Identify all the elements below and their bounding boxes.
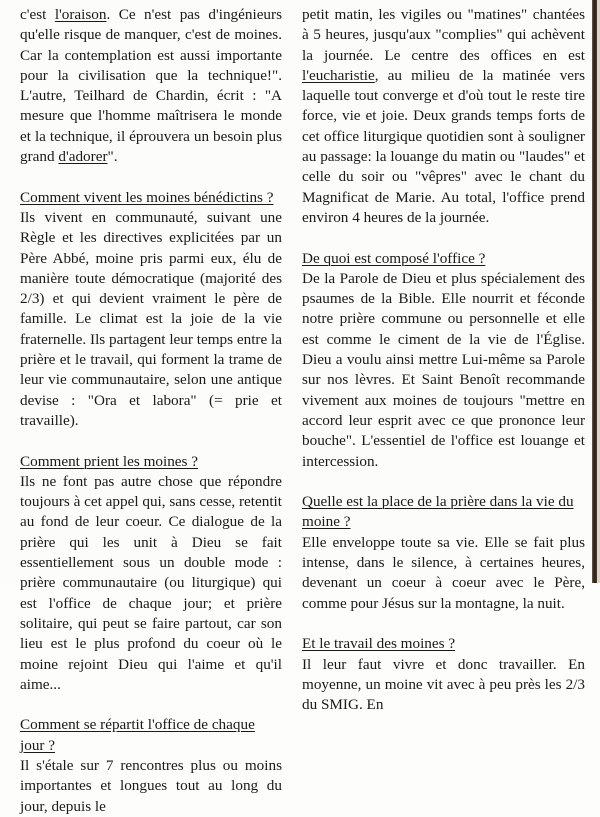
section-body: Ils ne font pas autre chose que répondre toujours à cet appel qui, sans cesse, retentit au fond de leur coeur. Ce dialogue de la prière qui les unit à Dieu se fait essentiellement sous un double mode : prière communautaire (ou liturgique) qui est l'office de chaque jour; et prière solitaire, qui peut se faire partout, car son lieu est le plus profond du coeur où le moine rejoint Dieu qui l'aime et qu'il aime... [20, 472, 282, 693]
section-composition-office [302, 249, 585, 472]
section-body: Il leur faut vivre et donc travailler. En moyenne, un moine vit avec à peu près les 2/3 du SMIG. En [302, 655, 585, 714]
underlined-term-oraison: l'oraison [54, 6, 107, 23]
section-heading: Comment prient les moines ? [20, 452, 199, 470]
underlined-term-eucharistie: l'eucharistie [302, 66, 375, 84]
section-heading: Quelle est la place de la prière dans la vie du moine ? [302, 493, 574, 531]
section-priere [20, 452, 282, 696]
section-heading: Comment vivent les moines bénédictins ? [20, 188, 274, 206]
underlined-term-adorer: d'adorer [58, 148, 108, 166]
section-office-quotidien [20, 715, 282, 816]
section-body: De la Parole de Dieu et plus spécialement des psaumes de la Bible. Elle nourrit et féconde notre prière commune ou personnelle et elle est comme le ciment de la vie de l'Église. Dieu a voulu ainsi mettre Lui-même sa Parole sur nos lèvres. Et Saint Benoît recommande vivement aux moines de toujours "mettre en accord leur esprit avec ce que prononce leur bouche". L'essentiel de l'office est louange et intercession. [302, 269, 585, 470]
section-heading: Et le travail des moines ? [302, 635, 456, 653]
section-body: Il s'étale sur 7 rencontres plus ou moins importantes et longues tout au long du jour, depuis le [20, 756, 282, 815]
continuation-paragraph: petit matin, les vigiles ou "matines" chantées à 5 heures, jusqu'aux "complies" qui achèvent la journée. Le centre des offices en est l'eucharistie, au milieu de la matinée vers laquelle tout converge et d'où tout le reste tire force, vie et joie. Deux grands temps forts de cet office liturgique quotidien sont à souligner au passage: la louange du matin ou "laudes" et celle du soir ou "vêpres" avec le chant du Magnificat de Marie. Au total, l'office prend environ 4 heures de la journée. [302, 6, 585, 226]
section-place-priere [302, 492, 585, 614]
section-travail [302, 634, 585, 715]
section-body: Ils vivent en communauté, suivant une Règle et les directives explicitées par un Père Abbé, moine pris parmi eux, élu de manière toute démocratique (majorité des 2/3) et qui devient vraiment le père de famille. Le climat est la joie de la vie fraternelle. Ils partagent leur temps entre la prière et le travail, qui forment la trame de leur vie communautaire, selon une antique devise : "Ora et labora" (= prie et travaille). [20, 208, 282, 429]
section-heading: Comment se répartit l'office de chaque jour ? [20, 716, 255, 754]
section-body: Elle enveloppe toute sa vie. Elle se fait plus intense, dans le silence, à certaines heures, devenant un coeur à coeur avec le Père, comme pour Jésus sur la montagne, la nuit. [302, 533, 585, 612]
right-column [302, 5, 585, 715]
intro-paragraph: c'est l'oraison. Ce n'est pas d'ingénieurs qu'elle risque de manquer, c'est de moines. Car la contemplation est aussi importante pour la civilisation que la technique!". L'autre, Teilhard de Chardin, écrit : "A mesure que l'homme maîtrisera le monde et la technique, il éprouvera un besoin plus grand d'adorer". [20, 6, 282, 166]
left-column [20, 5, 282, 817]
section-heading: De quoi est composé l'office ? [302, 249, 486, 267]
section-vie-benedictine [20, 188, 282, 432]
